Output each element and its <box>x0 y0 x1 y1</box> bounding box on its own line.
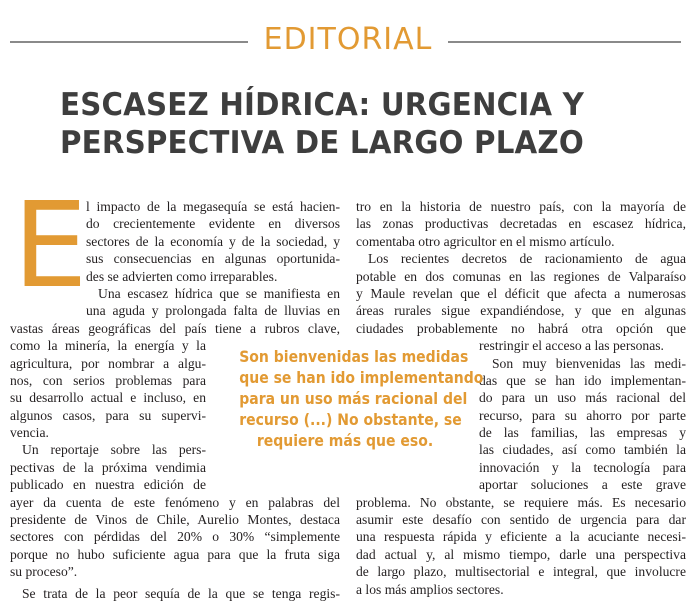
headline-line: ESCASEZ HÍDRICA: URGENCIA Y <box>60 87 585 123</box>
text-line: Un reportaje sobre las pers- <box>22 442 206 458</box>
text-line: do crecientemente evidente en diversos <box>86 216 340 232</box>
text-line: su desarrollo actual e incluso, en <box>10 390 206 406</box>
pull-quote-line: Son bienvenidas las medidas <box>239 347 469 366</box>
text-line: ayer da cuenta de este fenómeno y en palabras del <box>10 494 340 510</box>
text-line: algunos casos, para su supervi- <box>10 407 206 423</box>
text-line: de largo plazo, multisectorial e integral, que involucre <box>356 564 686 580</box>
text-line: agricultura, por nombrar a algu- <box>10 355 206 371</box>
text-line: recurso, para su ahorro por parte <box>479 407 686 423</box>
pull-quote-line: para un uso más racional del <box>239 389 468 408</box>
text-line: publicado en nuestra edición de <box>10 477 206 493</box>
text-line: a los más amplios sectores. <box>356 581 504 597</box>
text-line: sus consecuencias en algunas oportunida- <box>86 251 340 267</box>
text-line: porque no hubo suficiente agua para que la fruta siga <box>10 546 340 562</box>
text-line: su proceso”. <box>10 564 78 580</box>
text-line: una aguda y prolongada falta de lluvias en <box>86 303 340 319</box>
text-line: innovación y la tecnología para <box>479 459 686 475</box>
text-line: do para un uso más racional del <box>479 390 686 406</box>
text-line: Los recientes decretos de racionamiento de agua <box>368 251 686 267</box>
text-line: problema. No obstante, se requiere más. Es necesario <box>356 494 686 510</box>
text-line: Son muy bienvenidas las medi- <box>492 355 686 371</box>
text-line: sectores con pérdidas del 20% o 30% “simplemente <box>10 529 340 545</box>
text-line: das que se han ido implementan- <box>479 372 686 388</box>
text-line: y Maule revelan que el déficit que afecta a numerosas <box>356 285 686 301</box>
headline <box>60 86 637 162</box>
text-line: sectores de la economía y de la sociedad, y <box>86 233 340 249</box>
text-line: des se advierten como irreparables. <box>86 268 278 284</box>
text-line: áreas rurales sigue expandiéndose, y que en algunas <box>356 303 686 319</box>
text-line: las zonas productivas decretadas en escasez hídrica, <box>356 216 686 232</box>
text-line: l impacto de la megasequía se está hacien- <box>86 199 340 214</box>
text-line: tro en la historia de nuestro país, con la mayoría de <box>356 199 686 214</box>
text-line: vastas áreas geográficas del país tiene a rubros clave, <box>10 320 340 336</box>
text-line: una respuesta rápida y eficiente a la acuciante necesi- <box>356 529 686 545</box>
pull-quote-line: requiere más que eso. <box>256 431 434 450</box>
text-line: ciudades probablemente no habrá otra opción que <box>356 320 686 336</box>
text-line: de las familias, las empresas y <box>479 425 686 441</box>
text-line: aportar soluciones a este grave <box>479 477 686 493</box>
pull-quote <box>239 346 484 451</box>
text-line: pectivas de la próxima vendimia <box>10 459 206 475</box>
text-line: vencia. <box>10 425 49 441</box>
section-rule-left <box>10 41 248 43</box>
text-line: las ciudades, así como también la <box>479 442 686 458</box>
text-line: dad actual y, al mismo tiempo, darle una perspectiva <box>356 546 686 562</box>
headline-line: PERSPECTIVA DE LARGO PLAZO <box>60 125 584 161</box>
drop-cap: E <box>13 176 88 314</box>
text-line: restringir el acceso a las personas. <box>479 338 664 354</box>
text-line: asumir este desafío con sentido de urgencia para dar <box>356 512 686 528</box>
text-line: potable en dos comunas en las regiones de Valparaíso <box>356 268 686 284</box>
pull-quote-line: que se han ido implementando <box>239 368 484 387</box>
pull-quote-line: recurso (...) No obstante, se <box>239 410 462 429</box>
section-rule-right <box>448 41 681 43</box>
section-label: EDITORIAL <box>263 22 433 57</box>
text-line: como la minería, la energía y la <box>10 338 206 354</box>
text-line: Se trata de la peor sequía de la que se tenga regis- <box>22 585 340 601</box>
text-line: Una escasez hídrica que se manifiesta en <box>98 285 340 301</box>
text-line: comentaba otro agricultor en el mismo artículo. <box>356 233 615 249</box>
text-line: presidente de Vinos de Chile, Aurelio Montes, destaca <box>10 512 340 528</box>
text-line: nos, con serios problemas para <box>10 372 206 388</box>
